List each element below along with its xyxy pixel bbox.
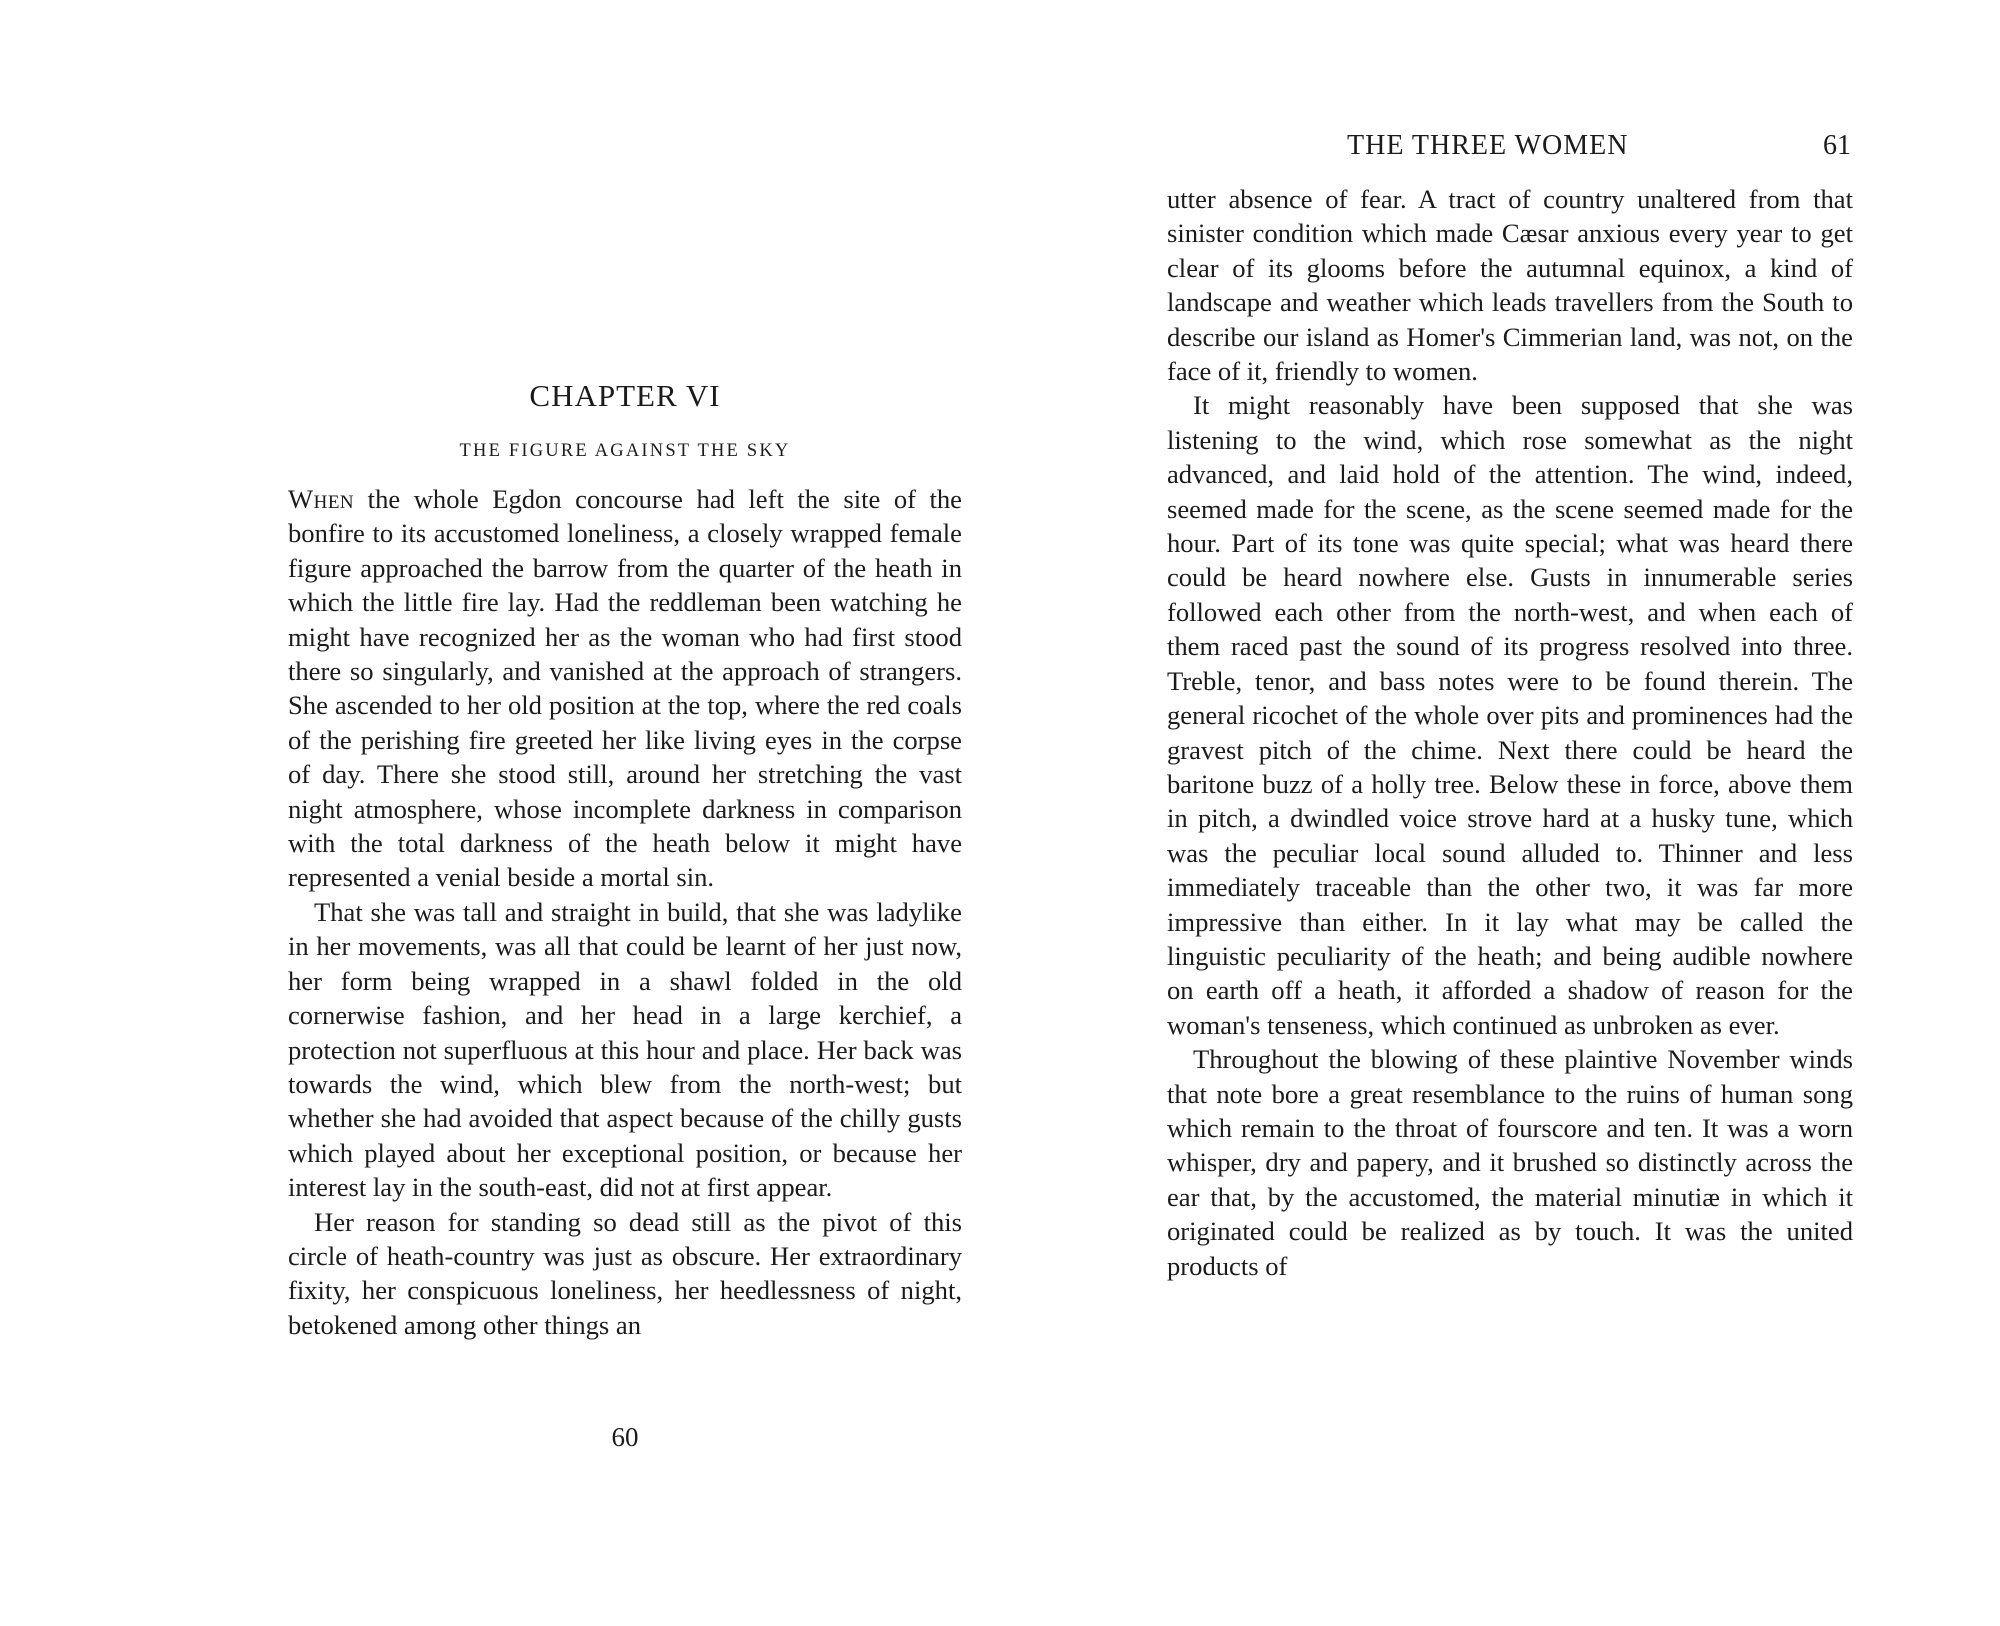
paragraph-4: It might reasonably have been supposed that she was listening to the wind, which rose somewhat as the night advanced, and laid hold of the attention. The wind, indeed, seemed made for the scene, as the scene seemed made for the hour. Part of its tone was quite special; what was heard there could be heard nowhere else. Gusts in innumerable series followed each other from the north-west, and when each of them raced past the sound of its progress resolved into three. Treble, tenor, and bass notes were to be found therein. The general ricochet of the whole over pits and prominences had the gravest pitch of the chime. Next there could be heard the baritone buzz of a holly tree. Below these in force, above them in pitch, a dwindled voice strove hard at a husky tune, which was the peculiar local sound alluded to. Thinner and less immediately traceable than the other two, it was far more impressive than either. In it lay what may be called the linguistic peculiarity of the heath; and being audible nowhere on earth off a heath, it afforded a shadow of reason for the woman's tenseness, which continued as unbroken as ever. <box>1167 390 1853 1040</box>
paragraph-1-text: the whole Egdon concourse had left the site of the bonfire to its accustomed loneliness, a closely wrapped female figure approached the barrow from the quarter of the heath in which the little fire lay. Had the reddleman been watching he might have recognized her as the woman who had first stood there so singularly, and vanished at the approach of strangers. She ascended to her old position at the top, where the red coals of the perishing fire greeted her like living eyes in the corpse of day. There she stood still, around her stretching the vast night atmosphere, whose incomplete darkness in comparison with the total darkness of the heath below it might have represented a venial beside a mortal sin. <box>288 484 962 893</box>
paragraph-2: That she was tall and straight in build, that she was ladylike in her movements, was all that could be learnt of her just now, her form being wrapped in a shawl folded in the old cornerwise fashion, and her head in a large kerchief, a protection not superfluous at this hour and place. Her back was towards the wind, which blew from the north-west; but whether she had avoided that aspect because of the chilly gusts which played about her exceptional position, or because her interest lay in the south-east, did not at first appear. <box>288 896 962 1203</box>
page-number-right: 61 <box>1823 130 1851 161</box>
paragraph-5: Throughout the blowing of these plaintive November winds that note bore a great resemblance to the ruins of human song which remain to the throat of fourscore and ten. It was a worn whisper, dry and papery, and it brushed so distinctly across the ear that, by the accustomed, the material minutiæ in which it originated could be realized as by touch. It was the united products of <box>1167 1044 1853 1281</box>
paragraph-3: Her reason for standing so dead still as the pivot of this circle of heath-country was just as obscure. Her extraordinary fixity, her conspicuous loneliness, her heedlessness of night, betokened among other things an <box>288 1206 962 1340</box>
chapter-title: CHAPTER VI <box>529 378 721 413</box>
paragraph-continued: utter absence of fear. A tract of country unaltered from that sinister condition which made Cæsar anxious every year to get clear of its glooms before the autumnal equinox, a kind of landscape and weather which leads travellers from the South to describe our island as Homer's Cimmerian land, was not, on the face of it, friendly to women. <box>1167 184 1853 387</box>
page-number-left: 60 <box>611 1422 639 1452</box>
opening-word: When <box>288 484 355 514</box>
chapter-subtitle: THE FIGURE AGAINST THE SKY <box>459 441 791 461</box>
left-page-body <box>288 482 962 1342</box>
paragraph-1 <box>288 482 962 895</box>
right-page-body <box>1167 182 1853 1283</box>
running-head: THE THREE WOMEN <box>1347 130 1629 161</box>
